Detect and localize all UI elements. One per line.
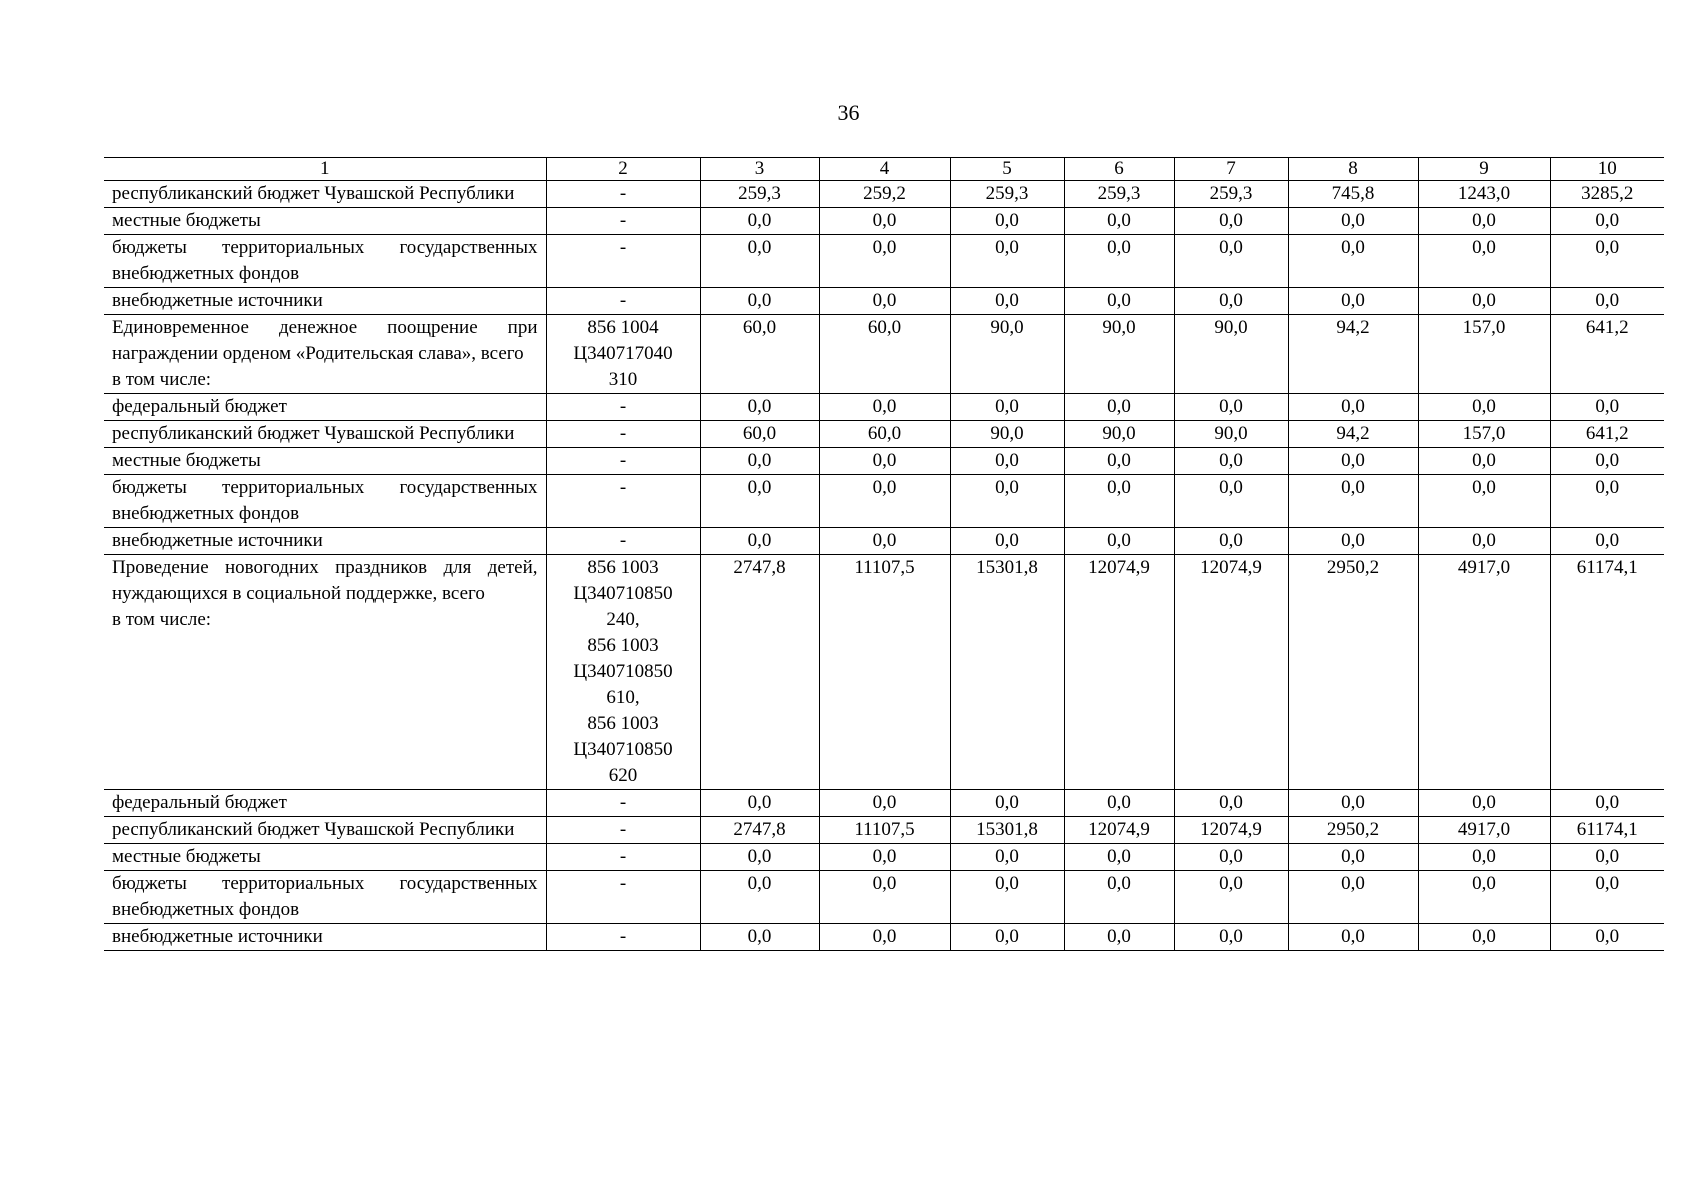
value-cell-col-6: 0,0 xyxy=(1064,394,1174,421)
value-cell-col-9: 0,0 xyxy=(1418,844,1550,871)
value-cell-col-9: 0,0 xyxy=(1418,288,1550,315)
value-cell-col-7: 0,0 xyxy=(1174,475,1288,528)
value-cell-col-3: 0,0 xyxy=(700,475,819,528)
row-label: местные бюджеты xyxy=(104,844,546,871)
value-cell-col-4: 0,0 xyxy=(819,844,950,871)
table-row xyxy=(104,181,1664,208)
budget-code: - xyxy=(546,235,700,288)
value-cell-col-4: 0,0 xyxy=(819,394,950,421)
table-row xyxy=(104,817,1664,844)
value-cell-col-5: 0,0 xyxy=(950,871,1064,924)
value-cell-col-10: 0,0 xyxy=(1550,790,1664,817)
value-cell-col-4: 0,0 xyxy=(819,288,950,315)
value-cell-col-5: 0,0 xyxy=(950,924,1064,951)
value-cell-col-4: 0,0 xyxy=(819,924,950,951)
value-cell-col-7: 0,0 xyxy=(1174,235,1288,288)
value-cell-col-4: 60,0 xyxy=(819,421,950,448)
value-cell-col-5: 0,0 xyxy=(950,475,1064,528)
value-cell-col-5: 0,0 xyxy=(950,235,1064,288)
value-cell-col-3: 60,0 xyxy=(700,315,819,394)
budget-code: 856 1004 Ц340717040 310 xyxy=(546,315,700,394)
table-row xyxy=(104,235,1664,288)
row-label: федеральный бюджет xyxy=(104,394,546,421)
table-row xyxy=(104,871,1664,924)
value-cell-col-6: 0,0 xyxy=(1064,288,1174,315)
value-cell-col-10: 61174,1 xyxy=(1550,555,1664,790)
value-cell-col-9: 0,0 xyxy=(1418,528,1550,555)
budget-code: - xyxy=(546,208,700,235)
value-cell-col-3: 259,3 xyxy=(700,181,819,208)
value-cell-col-3: 2747,8 xyxy=(700,817,819,844)
value-cell-col-3: 0,0 xyxy=(700,528,819,555)
budget-code: 856 1003 Ц340710850 240, 856 1003 Ц340710850 610, 856 1003 Ц340710850 620 xyxy=(546,555,700,790)
value-cell-col-8: 0,0 xyxy=(1288,288,1418,315)
value-cell-col-6: 0,0 xyxy=(1064,790,1174,817)
value-cell-col-5: 259,3 xyxy=(950,181,1064,208)
value-cell-col-7: 0,0 xyxy=(1174,448,1288,475)
value-cell-col-9: 4917,0 xyxy=(1418,555,1550,790)
value-cell-col-10: 0,0 xyxy=(1550,475,1664,528)
row-label: федеральный бюджет xyxy=(104,790,546,817)
value-cell-col-8: 0,0 xyxy=(1288,528,1418,555)
value-cell-col-3: 0,0 xyxy=(700,208,819,235)
budget-code: - xyxy=(546,871,700,924)
value-cell-col-10: 641,2 xyxy=(1550,421,1664,448)
value-cell-col-9: 0,0 xyxy=(1418,394,1550,421)
value-cell-col-10: 61174,1 xyxy=(1550,817,1664,844)
value-cell-col-3: 60,0 xyxy=(700,421,819,448)
column-number-row xyxy=(104,158,1664,181)
table-row xyxy=(104,315,1664,394)
value-cell-col-8: 0,0 xyxy=(1288,235,1418,288)
value-cell-col-8: 0,0 xyxy=(1288,924,1418,951)
value-cell-col-7: 0,0 xyxy=(1174,208,1288,235)
row-label: республиканский бюджет Чувашской Республики xyxy=(104,181,546,208)
column-header-7: 7 xyxy=(1174,158,1288,181)
table-row xyxy=(104,844,1664,871)
column-header-6: 6 xyxy=(1064,158,1174,181)
value-cell-col-10: 0,0 xyxy=(1550,448,1664,475)
value-cell-col-10: 0,0 xyxy=(1550,288,1664,315)
budget-code: - xyxy=(546,181,700,208)
row-label: бюджеты территориальных государственных внебюджетных фондов xyxy=(104,475,546,528)
value-cell-col-7: 90,0 xyxy=(1174,421,1288,448)
row-label: внебюджетные источники xyxy=(104,288,546,315)
value-cell-col-6: 0,0 xyxy=(1064,235,1174,288)
value-cell-col-7: 0,0 xyxy=(1174,790,1288,817)
value-cell-col-6: 0,0 xyxy=(1064,871,1174,924)
budget-table xyxy=(104,157,1664,951)
value-cell-col-5: 0,0 xyxy=(950,844,1064,871)
value-cell-col-7: 0,0 xyxy=(1174,844,1288,871)
value-cell-col-5: 0,0 xyxy=(950,528,1064,555)
value-cell-col-9: 157,0 xyxy=(1418,315,1550,394)
value-cell-col-5: 0,0 xyxy=(950,448,1064,475)
value-cell-col-10: 3285,2 xyxy=(1550,181,1664,208)
value-cell-col-8: 0,0 xyxy=(1288,448,1418,475)
value-cell-col-5: 90,0 xyxy=(950,315,1064,394)
value-cell-col-7: 12074,9 xyxy=(1174,817,1288,844)
value-cell-col-10: 0,0 xyxy=(1550,235,1664,288)
value-cell-col-9: 4917,0 xyxy=(1418,817,1550,844)
value-cell-col-10: 0,0 xyxy=(1550,844,1664,871)
value-cell-col-7: 259,3 xyxy=(1174,181,1288,208)
table-row xyxy=(104,394,1664,421)
row-label: внебюджетные источники xyxy=(104,924,546,951)
table-row xyxy=(104,475,1664,528)
budget-code: - xyxy=(546,288,700,315)
value-cell-col-6: 0,0 xyxy=(1064,448,1174,475)
value-cell-col-8: 0,0 xyxy=(1288,844,1418,871)
value-cell-col-8: 2950,2 xyxy=(1288,817,1418,844)
value-cell-col-3: 0,0 xyxy=(700,844,819,871)
value-cell-col-5: 0,0 xyxy=(950,288,1064,315)
value-cell-col-8: 0,0 xyxy=(1288,208,1418,235)
value-cell-col-7: 12074,9 xyxy=(1174,555,1288,790)
value-cell-col-9: 0,0 xyxy=(1418,871,1550,924)
table-header xyxy=(104,158,1664,181)
value-cell-col-4: 60,0 xyxy=(819,315,950,394)
table-row xyxy=(104,208,1664,235)
column-header-2: 2 xyxy=(546,158,700,181)
row-label: республиканский бюджет Чувашской Республики xyxy=(104,421,546,448)
column-header-8: 8 xyxy=(1288,158,1418,181)
value-cell-col-8: 0,0 xyxy=(1288,790,1418,817)
table-body xyxy=(104,181,1664,951)
row-label: Единовременное денежное поощрение при награждении орденом «Родительская слава», всего в том числе: xyxy=(104,315,546,394)
value-cell-col-10: 0,0 xyxy=(1550,871,1664,924)
value-cell-col-9: 0,0 xyxy=(1418,790,1550,817)
value-cell-col-6: 12074,9 xyxy=(1064,555,1174,790)
table-row xyxy=(104,421,1664,448)
value-cell-col-9: 0,0 xyxy=(1418,448,1550,475)
value-cell-col-7: 0,0 xyxy=(1174,871,1288,924)
row-label: внебюджетные источники xyxy=(104,528,546,555)
row-label: республиканский бюджет Чувашской Республики xyxy=(104,817,546,844)
value-cell-col-3: 0,0 xyxy=(700,235,819,288)
value-cell-col-8: 94,2 xyxy=(1288,315,1418,394)
value-cell-col-10: 0,0 xyxy=(1550,394,1664,421)
value-cell-col-6: 0,0 xyxy=(1064,924,1174,951)
table-row xyxy=(104,528,1664,555)
value-cell-col-8: 745,8 xyxy=(1288,181,1418,208)
value-cell-col-3: 0,0 xyxy=(700,790,819,817)
value-cell-col-5: 0,0 xyxy=(950,208,1064,235)
value-cell-col-4: 11107,5 xyxy=(819,555,950,790)
column-header-9: 9 xyxy=(1418,158,1550,181)
table-row xyxy=(104,555,1664,790)
value-cell-col-8: 0,0 xyxy=(1288,394,1418,421)
table-row xyxy=(104,924,1664,951)
column-header-10: 10 xyxy=(1550,158,1664,181)
row-label: Проведение новогодних праздников для детей, нуждающихся в социальной поддержке, всего в том числе: xyxy=(104,555,546,790)
column-header-1: 1 xyxy=(104,158,546,181)
value-cell-col-9: 0,0 xyxy=(1418,208,1550,235)
table-row xyxy=(104,790,1664,817)
value-cell-col-5: 15301,8 xyxy=(950,555,1064,790)
value-cell-col-9: 0,0 xyxy=(1418,924,1550,951)
value-cell-col-4: 0,0 xyxy=(819,235,950,288)
value-cell-col-10: 0,0 xyxy=(1550,924,1664,951)
budget-code: - xyxy=(546,448,700,475)
column-header-3: 3 xyxy=(700,158,819,181)
value-cell-col-3: 0,0 xyxy=(700,871,819,924)
value-cell-col-9: 0,0 xyxy=(1418,235,1550,288)
budget-code: - xyxy=(546,528,700,555)
budget-code: - xyxy=(546,844,700,871)
value-cell-col-6: 259,3 xyxy=(1064,181,1174,208)
value-cell-col-5: 0,0 xyxy=(950,790,1064,817)
value-cell-col-6: 0,0 xyxy=(1064,208,1174,235)
value-cell-col-10: 641,2 xyxy=(1550,315,1664,394)
value-cell-col-4: 0,0 xyxy=(819,790,950,817)
value-cell-col-8: 94,2 xyxy=(1288,421,1418,448)
value-cell-col-7: 0,0 xyxy=(1174,924,1288,951)
column-header-5: 5 xyxy=(950,158,1064,181)
page-number: 36 xyxy=(837,100,860,125)
value-cell-col-3: 2747,8 xyxy=(700,555,819,790)
budget-code: - xyxy=(546,475,700,528)
value-cell-col-4: 0,0 xyxy=(819,871,950,924)
value-cell-col-9: 157,0 xyxy=(1418,421,1550,448)
budget-code: - xyxy=(546,790,700,817)
value-cell-col-5: 90,0 xyxy=(950,421,1064,448)
budget-code: - xyxy=(546,394,700,421)
value-cell-col-6: 0,0 xyxy=(1064,475,1174,528)
value-cell-col-6: 0,0 xyxy=(1064,528,1174,555)
budget-code: - xyxy=(546,421,700,448)
row-label: бюджеты территориальных государственных внебюджетных фондов xyxy=(104,235,546,288)
value-cell-col-9: 0,0 xyxy=(1418,475,1550,528)
budget-code: - xyxy=(546,924,700,951)
value-cell-col-6: 0,0 xyxy=(1064,844,1174,871)
value-cell-col-4: 0,0 xyxy=(819,208,950,235)
value-cell-col-4: 0,0 xyxy=(819,448,950,475)
value-cell-col-8: 0,0 xyxy=(1288,475,1418,528)
value-cell-col-5: 0,0 xyxy=(950,394,1064,421)
value-cell-col-3: 0,0 xyxy=(700,288,819,315)
value-cell-col-8: 2950,2 xyxy=(1288,555,1418,790)
value-cell-col-6: 90,0 xyxy=(1064,315,1174,394)
value-cell-col-3: 0,0 xyxy=(700,448,819,475)
value-cell-col-4: 0,0 xyxy=(819,475,950,528)
table-row xyxy=(104,448,1664,475)
value-cell-col-3: 0,0 xyxy=(700,394,819,421)
budget-code: - xyxy=(546,817,700,844)
value-cell-col-4: 259,2 xyxy=(819,181,950,208)
row-label: бюджеты территориальных государственных внебюджетных фондов xyxy=(104,871,546,924)
value-cell-col-9: 1243,0 xyxy=(1418,181,1550,208)
value-cell-col-10: 0,0 xyxy=(1550,528,1664,555)
value-cell-col-7: 0,0 xyxy=(1174,288,1288,315)
value-cell-col-3: 0,0 xyxy=(700,924,819,951)
value-cell-col-7: 0,0 xyxy=(1174,528,1288,555)
value-cell-col-10: 0,0 xyxy=(1550,208,1664,235)
value-cell-col-7: 0,0 xyxy=(1174,394,1288,421)
value-cell-col-4: 11107,5 xyxy=(819,817,950,844)
value-cell-col-4: 0,0 xyxy=(819,528,950,555)
value-cell-col-6: 90,0 xyxy=(1064,421,1174,448)
table-row xyxy=(104,288,1664,315)
value-cell-col-8: 0,0 xyxy=(1288,871,1418,924)
column-header-4: 4 xyxy=(819,158,950,181)
value-cell-col-5: 15301,8 xyxy=(950,817,1064,844)
value-cell-col-7: 90,0 xyxy=(1174,315,1288,394)
row-label: местные бюджеты xyxy=(104,208,546,235)
value-cell-col-6: 12074,9 xyxy=(1064,817,1174,844)
row-label: местные бюджеты xyxy=(104,448,546,475)
